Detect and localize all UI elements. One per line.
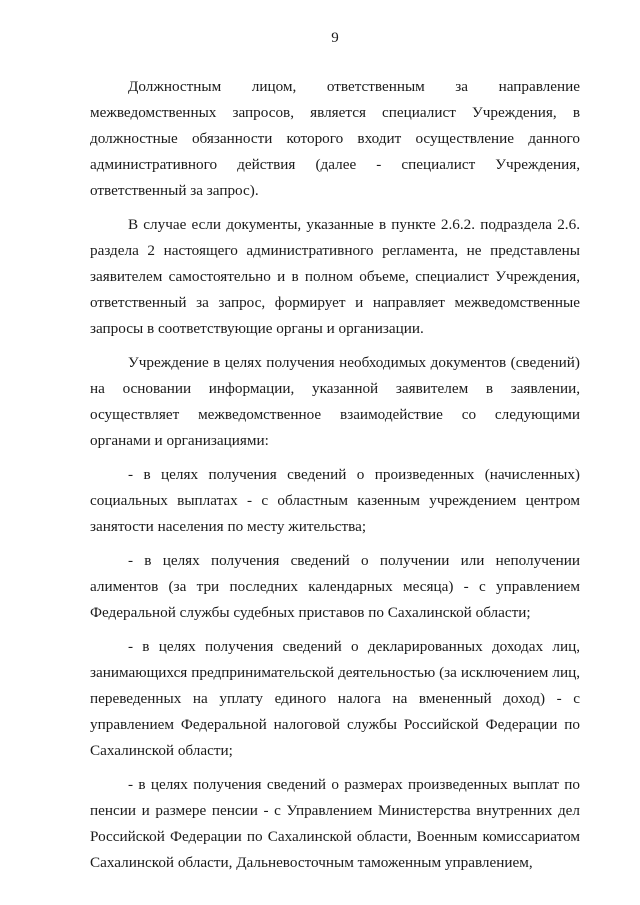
list-item-social-payments: - в целях получения сведений о произведенных (начисленных) социальных выплатах - с областным казенным учреждением центром занятости населения по месту жительства; bbox=[90, 466, 580, 535]
list-item-declared-income: - в целях получения сведений о декларированных доходах лиц, занимающихся предпринимательской деятельностью (за исключением лиц, переведенных на уплату единого налога на вмененный доход) - с управлением Федеральной налоговой службы Российской Федерации по Сахалинской области; bbox=[90, 638, 580, 759]
paragraph-documents-not-submitted: В случае если документы, указанные в пункте 2.6.2. подраздела 2.6. раздела 2 настоящего административного регламента, не представлены заявителем самостоятельно и в полном объеме, специалист Учреждения, ответственный за запрос, формирует и направляет межведомственные запросы в соответствующие органы и организации. bbox=[90, 216, 580, 337]
page-number: 9 bbox=[331, 30, 339, 46]
list-item-pension-payments: - в целях получения сведений о размерах произведенных выплат по пенсии и размере пенсии - с Управлением Министерства внутренних дел Российской Федерации по Сахалинской области, Военным комиссариатом Сахалинской области, Дальневосточным таможенным управлением, bbox=[90, 776, 580, 871]
list-item-alimony: - в целях получения сведений о получении или неполучении алиментов (за три последних календарных месяца) - с управлением Федеральной службы судебных приставов по Сахалинской области; bbox=[90, 552, 580, 621]
paragraph-interagency-cooperation: Учреждение в целях получения необходимых документов (сведений) на основании информации, указанной заявителем в заявлении, осуществляет межведомственное взаимодействие со следующими органами и организациями: bbox=[90, 354, 580, 449]
paragraph-responsible-official: Должностным лицом, ответственным за направление межведомственных запросов, является специалист Учреждения, в должностные обязанности которого входит осуществление данного административного действия (далее - специалист Учреждения, ответственный за запрос). bbox=[90, 78, 580, 199]
document-body bbox=[90, 74, 580, 884]
